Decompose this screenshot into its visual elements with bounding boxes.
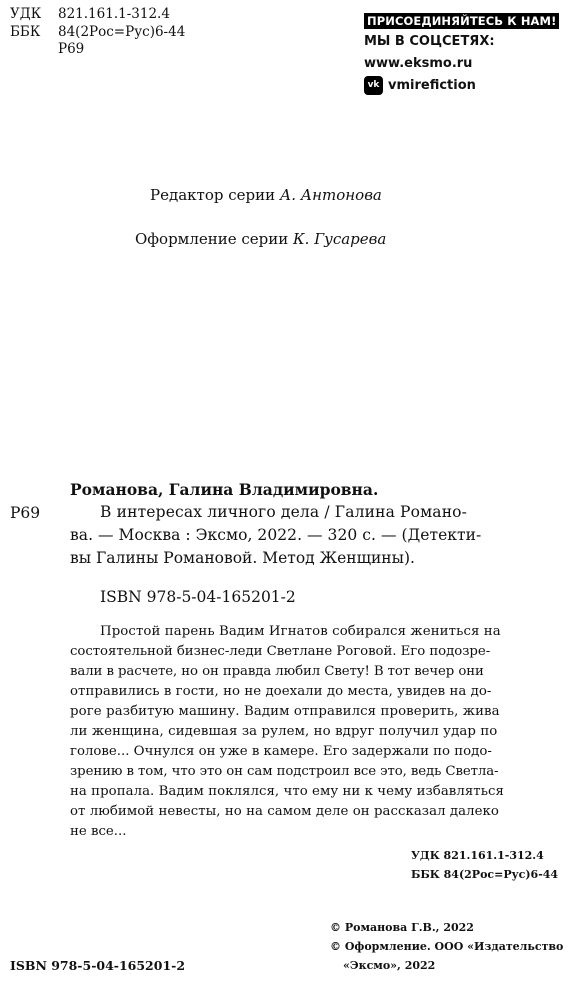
classification-block bbox=[10, 6, 185, 59]
annotation-line: ли женщина, сидевшая за рулем, но вдруг получил удар по bbox=[70, 724, 498, 739]
annotation-line: не все... bbox=[70, 824, 127, 839]
bbk-value: 84(2Рос=Рус)6-44 bbox=[58, 23, 186, 40]
annotation-line: голове... Очнулся он уже в камере. Его задержали по подо- bbox=[70, 744, 492, 759]
author-mark: Р69 bbox=[58, 41, 85, 57]
annotation-line: на пропала. Вадим поклялся, что ему ни к чему избавляться bbox=[70, 784, 504, 799]
annotation-line: роге разбитую машину. Вадим отправился проверить, жива bbox=[70, 704, 500, 719]
vk-link[interactable] bbox=[364, 75, 559, 97]
design-name: К. Гусарева bbox=[293, 230, 387, 248]
vk-handle: vmirefiction bbox=[388, 78, 476, 93]
udk-label: УДК bbox=[10, 6, 42, 22]
editor-role: Редактор серии bbox=[150, 186, 276, 204]
networks-label: МЫ В СОЦСЕТЯХ: bbox=[364, 34, 495, 49]
social-block bbox=[364, 10, 559, 97]
annotation-line: отправились в гости, но не доехали до места, увидев на до- bbox=[70, 684, 492, 699]
entry-line-2: ва. — Москва : Эксмо, 2022. — 320 с. — (Детекти- bbox=[70, 526, 482, 544]
design-credit bbox=[135, 230, 386, 248]
vk-icon: vk bbox=[364, 76, 383, 95]
entry-isbn: ISBN 978-5-04-165201-2 bbox=[100, 588, 296, 606]
entry-line-1: В интересах личного дела / Галина Романо- bbox=[100, 503, 468, 521]
footer-isbn: ISBN 978-5-04-165201-2 bbox=[10, 958, 186, 973]
annotation-line: состоятельной бизнес-леди Светлане Роговой. Его подозре- bbox=[70, 644, 491, 659]
copyright-author: © Романова Г.В., 2022 bbox=[330, 921, 474, 934]
website-link[interactable]: www.eksmo.ru bbox=[364, 56, 473, 71]
annotation-line: зрению в том, что это он сам подстроил все это, ведь Светла- bbox=[70, 764, 499, 779]
annotation-line: Простой парень Вадим Игнатов собирался жениться на bbox=[100, 624, 501, 639]
bottom-udk: УДК 821.161.1-312.4 bbox=[411, 849, 544, 862]
copyright-design: © Оформление. ООО «Издательство bbox=[330, 940, 564, 953]
bbk-label: ББК bbox=[10, 23, 41, 40]
entry-author: Романова, Галина Владимировна. bbox=[70, 480, 379, 499]
annotation-line: от любимой невесты, но на самом деле он рассказал далеко bbox=[70, 804, 499, 819]
editor-credit bbox=[150, 186, 382, 204]
copyright-publisher: «Эксмо», 2022 bbox=[343, 959, 436, 972]
editor-name: А. Антонова bbox=[279, 186, 382, 204]
annotation-line: вали в расчете, но он правда любил Свету! В тот вечер они bbox=[70, 664, 484, 679]
entry-line-3: вы Галины Романовой. Метод Женщины). bbox=[70, 549, 415, 567]
entry-mark: Р69 bbox=[10, 504, 41, 522]
udk-value: 821.161.1-312.4 bbox=[58, 6, 170, 22]
join-banner: ПРИСОЕДИНЯЙТЕСЬ К НАМ! bbox=[364, 13, 559, 29]
design-role: Оформление серии bbox=[135, 230, 289, 248]
bottom-bbk: ББК 84(2Рос=Рус)6-44 bbox=[411, 868, 559, 881]
